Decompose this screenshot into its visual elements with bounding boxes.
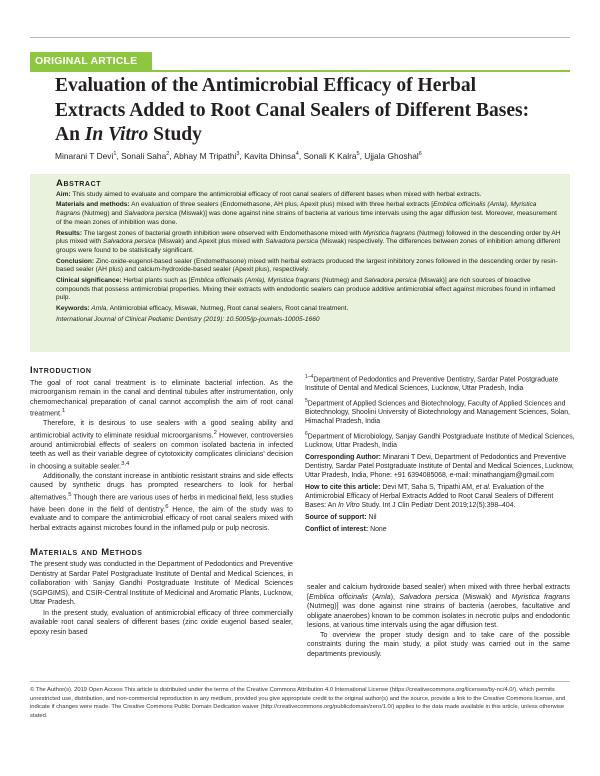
methods-text: (Miswak)] was done against nine strains of bacteria at various time intervals using the agar diffusion test. Moreover, measurement of the mean zones of inhibition was done. [56,210,557,226]
author: Sonali K Kalra [303,150,357,161]
intro-text: Additionally, the constant increase in antibiotic resistant strains and side effects caused by synthetic drugs has prompted researchers to look for herbal alternatives. [30,471,293,501]
results-text: The largest zones of bacterial growth inhibition were observed with Endomethasone mixed with [82,229,364,237]
clinical-italic: Salvadora persica [363,277,417,285]
author-affil: 2 [166,151,170,157]
author-affil: 5 [356,151,360,157]
cite-italic: In Vitro [337,501,360,509]
abstract-conclusion [56,258,561,275]
methods-italic: Salvadora persica [124,210,177,218]
affil-number: 5 [305,398,308,405]
methods-text: ( [367,592,375,601]
cite-label: How to cite this article: [305,483,381,491]
right-column [307,583,570,659]
title-line-3-prefix: An [55,124,85,145]
ref: 6 [165,503,169,510]
clinical-text: (Nutmeg) and [319,277,364,285]
methods-text: ), [390,592,400,601]
abstract-keywords [56,305,561,314]
abstract-clinical-significance [56,277,561,303]
author-affil: 6 [418,151,422,157]
title-line-1: Evaluation of the Antimicrobial Efficacy of Herbal [55,75,477,96]
results-text: (Miswak) respectively. The differences between zones of inhibition among different groups were found to be statistically significant. [56,238,561,254]
affiliation-1 [305,373,575,394]
citation-text: International Journal of Clinical Pediatric Dentistry (2019): 10.5005/jp-journals-10005-1660 [56,315,320,323]
clinical-label: Clinical significance: [56,277,122,285]
affil-text: Department of Pedodontics and Preventive Dentistry, Sardar Patel Postgraduate Institute of Dental and Medical Sciences, Lucknow, Uttar Pradesh, India [305,376,559,393]
affil-text: Department of Microbiology, Sanjay Gandhi Postgraduate Institute of Medical Sciences, Lucknow, Uttar Pradesh, India [305,433,575,450]
corr-label: Corresponding Author: [305,454,381,462]
header-accent-rule [30,70,570,72]
introduction-heading: Introduction [30,365,92,376]
methods-label: Materials and methods: [56,201,130,209]
author-list: Minarani T Devi$^1$, Sonali Saha$^2$, Abhay M Tripathi$^3$, Kavita Dhinsa$^4$, Sonali K Kalra$^5$, Ujjala Ghoshal$^6$ [55,150,422,161]
methods-italic: Emblica officinalis [308,592,368,601]
aim-label: Aim: [56,190,71,198]
intro-paragraph-3 [30,472,293,534]
affil-number: 6 [305,431,308,438]
methods-paragraph-2-continued [307,583,570,631]
header-rule [30,37,570,38]
how-to-cite [305,484,575,511]
intro-text: Though there are various uses of herbs in medicinal field, less studies have been done in the field of dentistry. [30,493,293,513]
article-type-badge: ORIGINAL ARTICLE [30,52,152,70]
ref: 5 [68,491,72,498]
cite-text: Devi MT, Saha S, Tripathi AM, [380,483,476,491]
methods-text: (Miswak) and [458,592,512,601]
keywords-label: Keywords: [56,305,90,313]
results-text: (Miswak) and Apexit plus mixed with [155,238,266,246]
conflict-text: None [368,525,387,533]
left-column [30,366,293,637]
methods-italic: Emblica officinalis (Amla), Myristica fragrans [56,201,537,218]
abstract-box [30,174,570,352]
methods-italic: Salvadora persica [399,592,459,601]
title-line-2: Extracts Added to Root Canal Sealers of Different Bases: [55,99,530,121]
ref: 3,4 [121,460,130,467]
corresponding-author [305,454,575,481]
corr-text: Minarani T Devi, Department of Pedodontics and Preventive Dentistry, Sardar Patel Postgraduate Institute of Dental and Medical Sciences, Lucknow, Uttar Pradesh, India, Phone: +91 6394085068, e-mail: minathangjam@gmail.com [305,454,574,480]
author: Abhay M Tripathi [173,150,237,161]
clinical-text: Herbal plants such as [ [121,277,191,285]
support-text: Nil [366,513,377,521]
keywords-text: Antimicrobial efficacy, Miswak, Nutmeg, Root canal sealers, Root canal treatment. [108,305,349,313]
author: Kavita Dhinsa [244,150,296,161]
conflict-of-interest [305,526,575,535]
abstract-aim [56,191,561,200]
author-affil: 4 [295,151,299,157]
affiliation-5 [305,397,575,427]
title-line-3-suffix: Study [148,124,202,145]
article-title [55,74,560,148]
affiliation-6 [305,430,575,451]
cite-text: Evaluation of the Antimicrobial Efficacy of Herbal Extracts Added to Root Canal Sealers of Different Bases: An [305,483,554,509]
methods-text: sealer and calcium hydroxide based sealer) when mixed with three herbal extracts [ [307,583,570,601]
results-label: Results: [56,229,83,237]
results-italic: Myristica fragrans [363,229,416,237]
conclusion-text: Zinc-oxide-eugenol-based sealer (Endomethasone) mixed with herbal extracts produced the largest inhibitory zones followed in the descending order by resin-based sealer (AH plus) and calcium-hydroxide-based sealer (Apexit plus), respectively. [56,257,558,274]
methods-text: An evaluation of three sealers (Endomethasone, AH plus, Apexit plus) mixed with three herbal extracts [ [129,201,434,209]
title-line-3-italic: In Vitro [84,124,149,145]
results-text: (Nutmeg) followed in the descending order by AH plus mixed with [56,229,561,246]
support-label: Source of support: [305,513,367,521]
cite-text: Study. Int J Clin Pediatr Dent 2019;12(5):398–404. [359,501,516,509]
conflict-label: Conflict of interest: [305,525,369,533]
methods-paragraph-3: To overview the proper study design and to take care of the possible constraints during the main study, a pilot study was carried out in the same departments previously. [307,630,570,658]
affil-number: 1–4 [305,374,314,380]
keywords-italic: Amla, [89,305,109,313]
abstract-heading: Abstract [56,178,102,189]
methods-text: (Nutmeg) and [80,210,125,218]
intro-text: Therefore, it is desirous to use sealers with a good sealing ability and antimicrobial activity to eliminate residual microorganisms. [30,419,293,439]
results-italic: Salvadora persica [102,238,156,246]
methods-text: (Nutmeg)] was done against nine strains of bacteria (aerobes, facultative and obligate anaerobes) known to be common isolates in necrotic pulps and endodontic lesions, at various time intervals using the agar diffusion test. [307,602,570,630]
author: Ujjala Ghoshal [364,150,419,161]
author: Minarani T Devi [55,150,114,161]
intro-text: Hence, the aim of the study was to evaluate and to compare the antimicrobial efficacy of root canal sealers mixed with herbal extracts against microbes found in the inflamed pulp or pulp necrosis. [30,504,293,532]
author-affil: 3 [236,151,240,157]
intro-paragraph-1 [30,379,293,420]
affiliations-block [305,373,575,535]
clinical-italic: Emblica officinalis (Amla), Myristica fragrans [190,277,320,285]
intro-text: However, controversies around antimicrobial effects of sealers on common isolated bacteria in infected teeth as well as their variable degree of cytotoxicity complicates clinicians' decision in choosing a suitable sealer. [30,431,293,470]
aim-text: This study aimed to evaluate and compare the antimicrobial efficacy of root canal sealers of different bases when mixed with herbal extracts. [70,190,482,198]
affil-text: Department of Applied Sciences and Biotechnology, Faculty of Applied Sciences and Biotechnology, Shoolini University of Biotechnology and Management Sciences, Solan, Himachal Pradesh, India [305,400,570,426]
journal-citation [56,316,561,325]
author: Sonali Saha [121,150,167,161]
conclusion-label: Conclusion: [56,257,95,265]
author-affil: 1 [113,151,117,157]
intro-paragraph-2 [30,419,293,471]
ref: 1 [61,408,66,415]
intro-text: The goal of root canal treatment is to eliminate bacterial infection. As the microorganism remain in the canal and dentinal tubules after instrumentation, only chemomechanical preparation of canal cannot accomplish the aim of root canal treatment. [30,378,293,418]
license-footer: © The Author(s). 2019 Open Access This article is distributed under the terms of the Creative Commons Attribution 4.0 International License (https://creativecommons.org/licenses/by-nc/4.0/), which permits unrestricted use, distribution, and non-commercial reproduction in any medium, provided you give appropriate credit to the original author(s) and the source, provide a link to the Creative Commons license, and indicate if changes were made. The Creative Commons Public Domain Dedication waiver (http://creativecommons.org/publicdomain/zero/1.0/) applies to the data made available in this article, unless otherwise stated. [30,687,566,719]
source-of-support [305,514,575,523]
clinical-text: (Miswak)] are rich sources of bioactive compounds that possess antimicrobial properties. Mixing their extracts with endodontic sealers can produce additive antimicrobial effect against microbes found in inflamed pulp. [56,277,556,302]
footer-rule [30,681,570,682]
methods-heading: Materials and Methods [30,546,143,558]
methods-paragraph-2: In the present study, evaluation of antimicrobial efficacy of three commercially available root canal sealers of different bases (zinc oxide eugenol based sealer, epoxy resin based [30,608,293,636]
results-italic: Salvadora persica [265,238,319,246]
methods-italic: Myristica fragrans [511,592,570,601]
abstract-methods [56,201,561,227]
ref: 2 [213,429,217,436]
methods-italic: Amla [374,592,391,601]
abstract-results [56,230,561,256]
methods-paragraph-1: The present study was conducted in the Department of Pedodontics and Preventive Dentistry at Sardar Patel Postgraduate Institute of Dental and Medical Sciences, in collaboration with Sanjay Gandhi Postgraduate Institute of Medical Sciences (SGPGIMS), and CSIR-Central Institute of Medicinal and Aromatic Plants, Lucknow, Uttar Pradesh. [30,560,293,607]
cite-italic: et al. [475,483,491,491]
